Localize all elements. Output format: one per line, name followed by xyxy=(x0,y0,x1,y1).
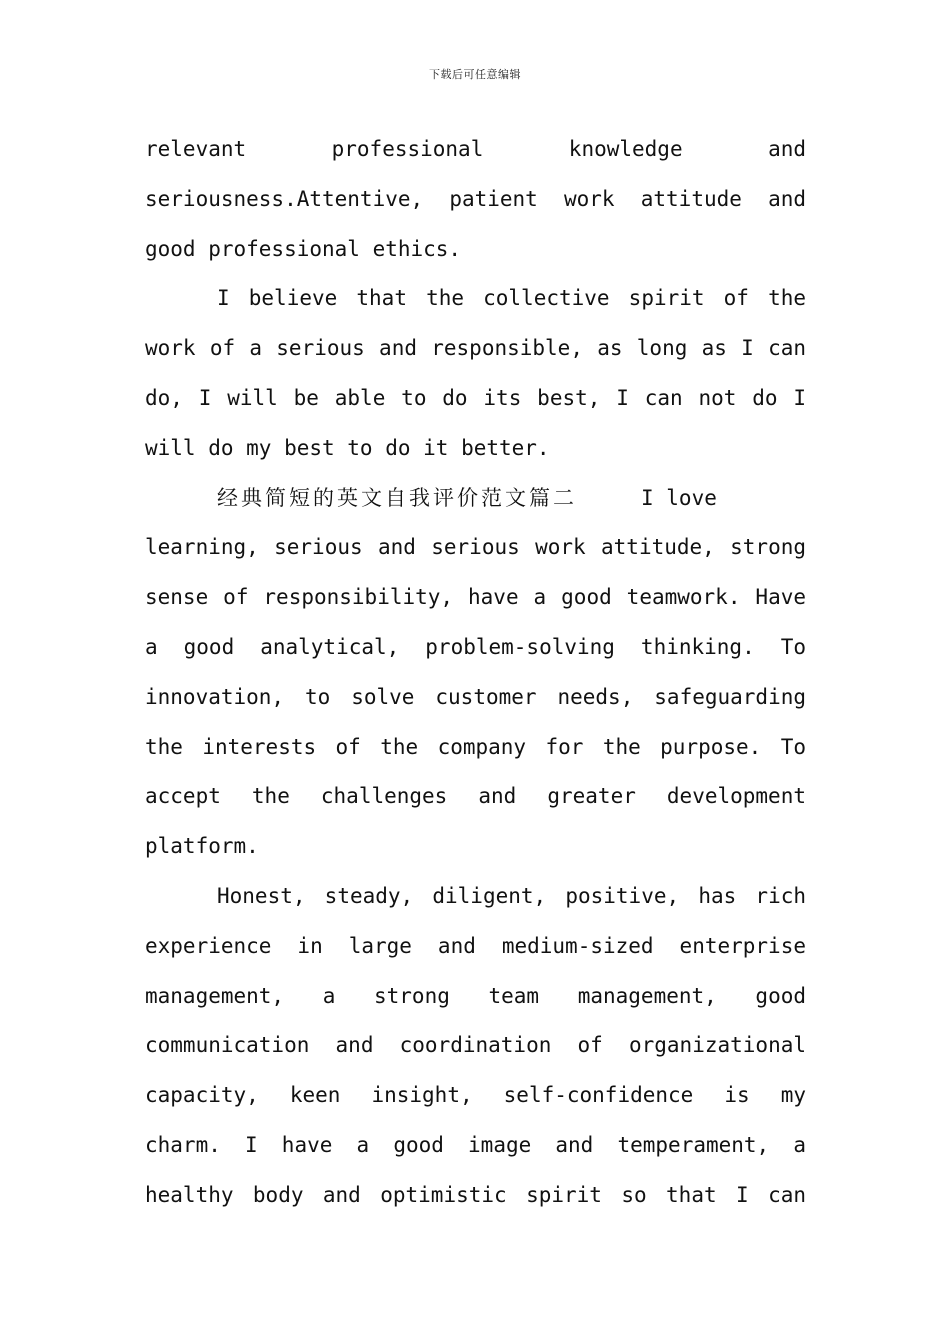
paragraph xyxy=(145,274,806,473)
page-header: 下载后可任意编辑 xyxy=(429,68,521,81)
section-heading: 经典简短的英文自我评价范文篇二 xyxy=(217,485,577,510)
text-line: accept the challenges and greater development xyxy=(145,784,806,809)
text-line: work of a serious and responsible, as long as I can xyxy=(145,336,806,361)
text-line: innovation, to solve customer needs, safeguarding xyxy=(145,684,806,709)
text-line: good professional ethics. xyxy=(145,236,462,261)
text-line: will do my best to do it better. xyxy=(145,435,550,460)
text-line: Honest, steady, diligent, positive, has rich xyxy=(217,883,806,908)
document-body xyxy=(145,125,806,1221)
text-line: management, a strong team management, good xyxy=(145,983,806,1008)
text-line: experience in large and medium-sized enterprise xyxy=(145,933,806,958)
text-line: capacity, keen insight, self-confidence is my xyxy=(145,1083,806,1108)
text-line: do, I will be able to do its best, I can not do I xyxy=(145,385,806,410)
section-heading-line xyxy=(145,474,806,524)
text-line: a good analytical, problem-solving thinking. To xyxy=(145,634,806,659)
text-line: learning, serious and serious work attitude, strong xyxy=(145,535,806,560)
text-line: platform. xyxy=(145,834,259,859)
text-line: seriousness.Attentive, patient work attitude and xyxy=(145,186,806,211)
text-line: sense of responsibility, have a good teamwork. Have xyxy=(145,585,806,610)
text-line: I believe that the collective spirit of the xyxy=(217,286,806,311)
heading-tail-text: I love xyxy=(641,485,717,510)
text-line: charm. I have a good image and temperament, a xyxy=(145,1132,806,1157)
text-line: relevant professional knowledge and xyxy=(145,137,806,161)
text-line: communication and coordination of organizational xyxy=(145,1033,806,1058)
paragraph xyxy=(145,125,806,274)
paragraph xyxy=(145,872,806,1221)
paragraph xyxy=(145,474,806,872)
text-line: healthy body and optimistic spirit so that I can xyxy=(145,1182,806,1207)
text-line: the interests of the company for the purpose. To xyxy=(145,734,806,759)
